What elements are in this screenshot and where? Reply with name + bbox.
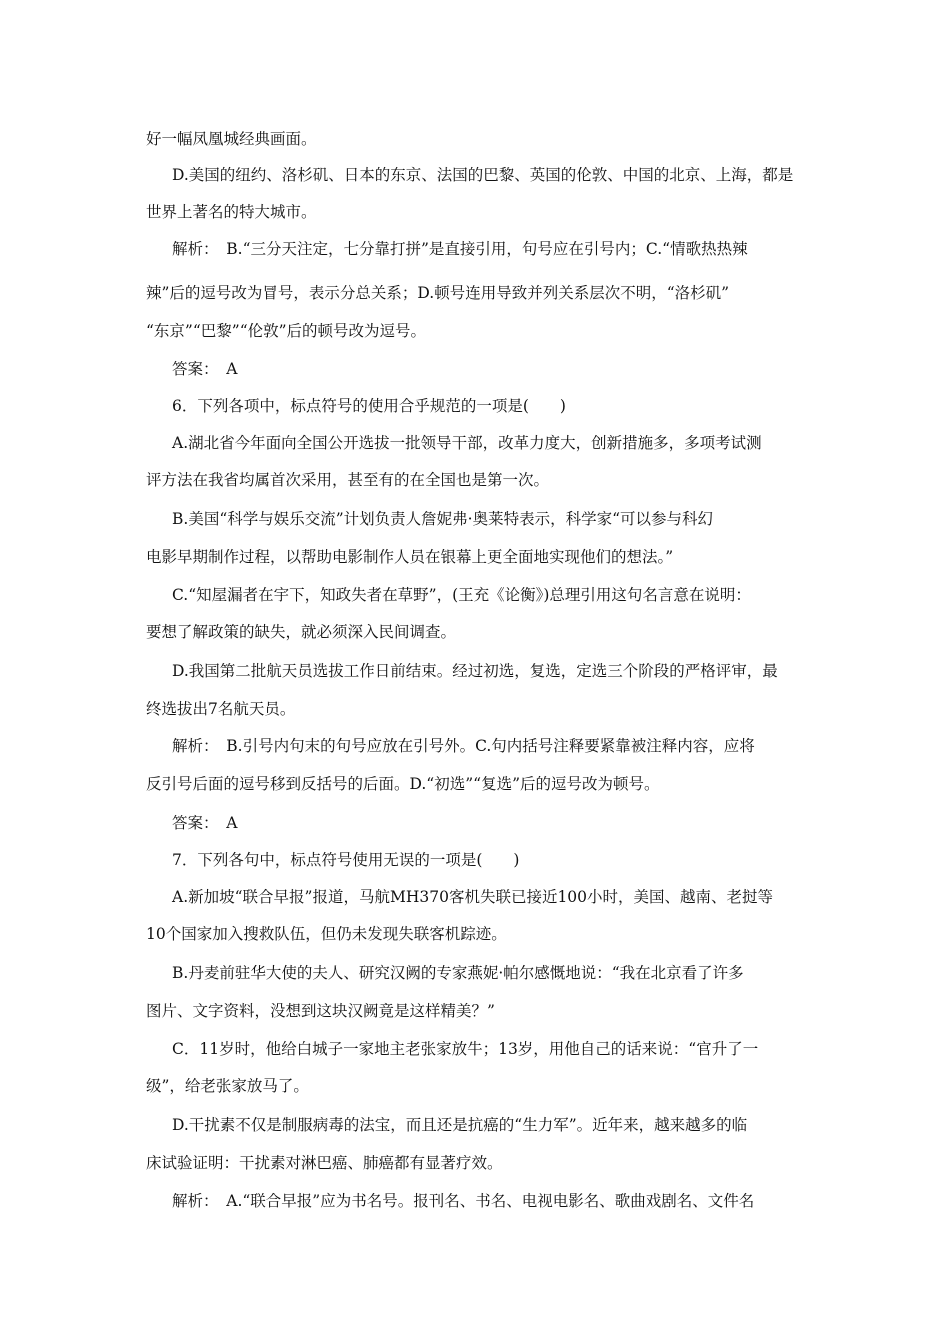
text-line: 床试验证明：干扰素对淋巴癌、肺癌都有显著疗效。 (146, 1154, 503, 1172)
option-c-line: C．11岁时，他给白城子一家地主老张家放牛；13岁，用他自己的话来说：“官升了一 (172, 1040, 759, 1058)
answer-line: 答案： A (172, 360, 238, 378)
text-line: 终选拔出7名航天员。 (146, 700, 296, 718)
option-c-line: C.“知屋漏者在宇下，知政失者在草野”，(王充《论衡》)总理引用这句名言意在说明： (172, 586, 751, 604)
text-line: “东京”“巴黎”“伦敦”后的顿号改为逗号。 (146, 322, 427, 340)
option-a-line: A.湖北省今年面向全国公开选拔一批领导干部，改革力度大，创新措施多，多项考试测 (172, 434, 762, 452)
answer-line: 答案： A (172, 814, 238, 832)
text-line: 反引号后面的逗号移到反括号的后面。D.“初选”“复选”后的逗号改为顿号。 (146, 775, 660, 793)
option-a-line: A.新加坡“联合早报”报道，马航MH370客机失联已接近100小时，美国、越南、老挝等 (172, 888, 774, 906)
option-b-line: B.丹麦前驻华大使的夫人、研究汉阙的专家燕妮·帕尔感慨地说：“我在北京看了许多 (172, 964, 744, 982)
text-line: 好一幅凤凰城经典画面。 (146, 130, 317, 148)
option-b-line: B.美国“科学与娱乐交流”计划负责人詹妮弗·奥莱特表示，科学家“可以参与科幻 (172, 510, 714, 528)
text-line: 评方法在我省均属首次采用，甚至有的在全国也是第一次。 (146, 471, 550, 489)
analysis-line: 解析： A.“联合早报”应为书名号。报刊名、书名、电视电影名、歌曲戏剧名、文件名 (172, 1192, 755, 1210)
text-line: 10个国家加入搜救队伍，但仍未发现失联客机踪迹。 (146, 925, 507, 943)
option-d-line: D.美国的纽约、洛杉矶、日本的东京、法国的巴黎、英国的伦敦、中国的北京、上海，都是 (172, 166, 794, 184)
option-d-line: D.干扰素不仅是制服病毒的法宝，而且还是抗癌的“生力军”。近年来，越来越多的临 (172, 1116, 748, 1134)
text-line: 要想了解政策的缺失，就必须深入民间调查。 (146, 623, 457, 641)
text-line: 级”，给老张家放马了。 (146, 1077, 309, 1095)
question-7-title: 7．下列各句中，标点符号使用无误的一项是( ) (172, 851, 520, 869)
analysis-line: 解析： B.引号内句末的句号应放在引号外。C.句内括号注释要紧靠被注释内容，应将 (172, 737, 755, 755)
text-line: 电影早期制作过程，以帮助电影制作人员在银幕上更全面地实现他们的想法。” (146, 548, 674, 566)
question-6-title: 6．下列各项中，标点符号的使用合乎规范的一项是( ) (172, 397, 566, 415)
text-line: 图片、文字资料，没想到这块汉阙竟是这样精美？” (146, 1002, 495, 1020)
text-line: 辣”后的逗号改为冒号，表示分总关系；D.顿号连用导致并列关系层次不明，“洛杉矶” (146, 284, 730, 302)
option-d-line: D.我国第二批航天员选拔工作日前结束。经过初选，复选，定选三个阶段的严格评审，最 (172, 662, 778, 680)
text-line: 世界上著名的特大城市。 (146, 203, 317, 221)
analysis-line: 解析： B.“三分天注定，七分靠打拼”是直接引用，句号应在引号内；C.“情歌热热辣 (172, 240, 748, 258)
